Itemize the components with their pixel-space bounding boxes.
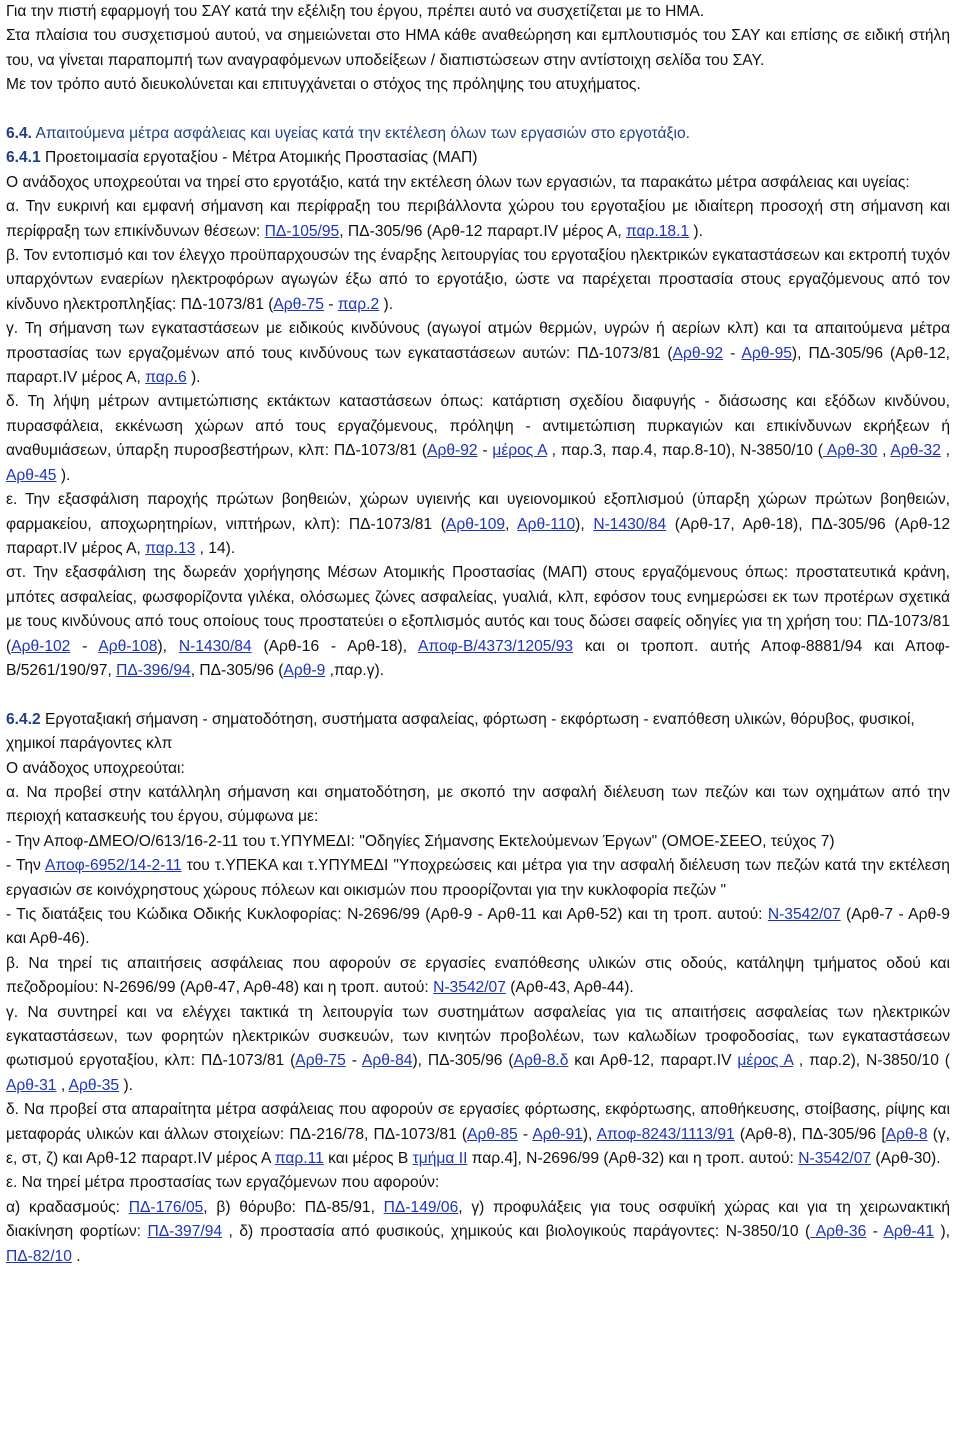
paragraph-contractor-obligation-2: Ο ανάδοχος υποχρεούται:	[6, 759, 185, 777]
link-arth-85[interactable]: Αρθ-85	[467, 1125, 518, 1143]
link-arth-35[interactable]: Αρθ-35	[68, 1076, 120, 1094]
item-e-factors: α) κραδασμούς: ΠΔ-176/05, β) θόρυβο: ΠΔ-85/91, ΠΔ-149/06, γ) προφυλάξεις για τους οσφυϊκή χώρας και για τη χειρωνακτική διακίνηση φορτίων: ΠΔ-397/94 , δ) προστασία από φυσικούς, χημικούς και βιολογικούς παράγοντες: Ν-3850/10 ( Αρθ-36 - Αρθ-41 ), ΠΔ-82/10 .	[6, 1198, 951, 1265]
item-e-first-aid: ε. Την εξασφάλιση παροχής πρώτων βοηθειών, χώρων υγιεινής και υγειονομικού εξοπλισμού (ύπαρξη χώρων πρώτων βοηθειών, φαρμακείου, αποχωρητηρίων, νιπτήρων, κλπ): ΠΔ-1073/81 (Αρθ-109, Αρθ-110), Ν-1430/84 (Αρθ-17, Αρθ-18), ΠΔ-305/96 (Αρθ-12 παραρτ.IV μέρος Α, παρ.13 , 14).	[6, 491, 950, 557]
link-n-3542-07[interactable]: Ν-3542/07	[798, 1150, 872, 1168]
link-arth-108[interactable]: Αρθ-108	[98, 637, 158, 655]
link-arth-84[interactable]: Αρθ-84	[361, 1052, 413, 1070]
link-arth-32[interactable]: Αρθ-32	[890, 442, 941, 460]
link-arth-75[interactable]: Αρθ-75	[273, 295, 324, 313]
spacer	[6, 683, 950, 707]
link-arth-31[interactable]: Αρθ-31	[6, 1076, 57, 1094]
link-n-3542-07[interactable]: Ν-3542/07	[767, 906, 841, 923]
link-pd-82-10[interactable]: ΠΔ-82/10	[6, 1247, 72, 1265]
paragraph-sync-hma: Για την πιστή εφαρμογή του ΣΑΥ κατά την εξέλιξη του έργου, πρέπει αυτό να συσχετίζεται με το ΗΜΑ.	[6, 3, 705, 20]
link-arth-30[interactable]: Αρθ-30	[822, 442, 878, 460]
link-n-1430-84[interactable]: Ν-1430/84	[178, 637, 252, 655]
paragraph-hma-revisions: Στα πλαίσια του συσχετισμού αυτού, να σημειώνεται στο ΗΜΑ κάθε αναθεώρηση και εμπλουτισμός του ΣΑΥ και επίσης σε ειδική στήλη του, να γίνεται παραπομπή των αναγραφόμενων υποδείξεων / διαπιστώσεων στην αντίστοιχη σελίδα του ΣΑΥ.	[6, 27, 950, 69]
link-par-2[interactable]: παρ.2	[337, 295, 380, 313]
link-par-11[interactable]: παρ.11	[274, 1150, 324, 1168]
link-par-13[interactable]: παρ.13	[145, 539, 196, 557]
link-arth-102[interactable]: Αρθ-102	[11, 637, 71, 655]
link-arth-110[interactable]: Αρθ-110	[517, 515, 576, 533]
item-a-site-marking: α. Την ευκρινή και εμφανή σήμανση και περίφραξη του περιβάλλοντα χώρου του εργοταξίου με ιδιαίτερη προσοχή στη σήμανση και περίφραξη των επικίνδυνων θέσεων: ΠΔ-105/95, ΠΔ-305/96 (Αρθ-12 παραρτ.IV μέρος Α, παρ.18.1 ).	[6, 198, 950, 240]
link-arth-95[interactable]: Αρθ-95	[741, 344, 792, 362]
link-pd-397-94[interactable]: ΠΔ-397/94	[147, 1223, 223, 1241]
link-arth-9[interactable]: Αρθ-9	[283, 661, 326, 679]
link-arth-8[interactable]: Αρθ-8	[885, 1125, 928, 1143]
item-st-ppe: στ. Την εξασφάλιση της δωρεάν χορήγησης Μέσων Ατομικής Προστασίας (ΜΑΠ) στους εργαζόμενους όπως: προστατευτικά κράνη, μπότες ασφαλείας, φωσφορίζοντα γιλέκα, ολόσωμες ζώνες ασφαλείας, γυαλιά, κλπ, εφόσον τους ενημερώσει εκ των προτέρων σχετικά με τους κινδύνους από τους οποίους τους προστατεύει ο εξοπλισμός αυτός και τους δώσει σαφείς οδηγίες για τη χρήση του: ΠΔ-1073/81 (Αρθ-102 - Αρθ-108), Ν-1430/84 (Αρθ-16 - Αρθ-18), Αποφ-Β/4373/1205/93 και οι τροποπ. αυτής Αποφ-8881/94 και Αποφ-Β/5261/190/97, ΠΔ-396/94, ΠΔ-305/96 (Αρθ-9 ,παρ.γ).	[6, 564, 951, 679]
heading-6-4-1: 6.4.1 Προετοιμασία εργοταξίου - Μέτρα Ατομικής Προστασίας (ΜΑΠ)	[6, 149, 478, 167]
item-a-signage: α. Να προβεί στην κατάλληλη σήμανση και σηματοδότηση, με σκοπό την ασφαλή διέλευση των πεζών και των οχημάτων από την περιοχή κατασκευής του έργου, σύμφωνα με:	[6, 783, 950, 826]
link-apof-8243-1113-91[interactable]: Αποφ-8243/1113/91	[596, 1125, 735, 1143]
link-arth-109[interactable]: Αρθ-109	[445, 515, 506, 533]
link-apof-6952-14-2-11[interactable]: Αποφ-6952/14-2-11	[45, 857, 182, 875]
link-meros-a[interactable]: μέρος Α	[737, 1052, 794, 1070]
link-n-1430-84[interactable]: Ν-1430/84	[593, 515, 667, 533]
item-b-electrical: β. Τον εντοπισμό και τον έλεγχο προϋπαρχουσών της έναρξης λειτουργίας του εργοταξίου ηλεκτρικών εγκαταστάσεων και εκτροπή τυχόν υπαρχόντων εναερίων ηλεκτροφόρων αγωγών έξω από το εργοτάξιο, ώστε να παρέχεται προστασία στους εργαζόμενους από τον κίνδυνο ηλεκτροπληξίας: ΠΔ-1073/81 (Αρθ-75 - παρ.2 ).	[6, 247, 950, 313]
link-pd-105-95[interactable]: ΠΔ-105/95	[264, 222, 340, 240]
link-pd-396-94[interactable]: ΠΔ-396/94	[116, 661, 191, 679]
item-d-emergency: δ. Τη λήψη μέτρων αντιμετώπισης εκτάκτων καταστάσεων όπως: κατάρτιση σχεδίου διαφυγής - διάσωσης και εξόδων κινδύνου, πυρασφάλεια, εκκένωση χώρων από τους εργαζόμενους, πρόληψη - αντιμετώπιση πυρκαγιών και επικίνδυνων εκρήξεων ή αναθυμιάσεων, ύπαρξη πυροσβεστήρων, κλπ: ΠΔ-1073/81 (Αρθ-92 - μέρος Α , παρ.3, παρ.4, παρ.8-10), Ν-3850/10 ( Αρθ-30 , Αρθ-32 , Αρθ-45 ).	[6, 393, 950, 484]
link-par-6[interactable]: παρ.6	[145, 369, 187, 387]
link-par-18-1[interactable]: παρ.18.1	[625, 222, 690, 240]
link-pd-176-05[interactable]: ΠΔ-176/05	[128, 1198, 204, 1216]
link-arth-92[interactable]: Αρθ-92	[427, 442, 478, 460]
heading-6-4: 6.4. Απαιτούμενα μέτρα ασφάλειας και υγείας κατά την εκτέλεση όλων των εργασιών στο εργοτάξιο.	[6, 125, 690, 143]
item-d-loading: δ. Να προβεί στα απαραίτητα μέτρα ασφάλειας που αφορούν σε εργασίες φόρτωσης, εκφόρτωσης, αποθήκευσης, στοίβασης, ρίψης και μεταφοράς υλικών και άλλων στοιχείων: ΠΔ-216/78, ΠΔ-1073/81 (Αρθ-85 - Αρθ-91), Αποφ-8243/1113/91 (Αρθ-8), ΠΔ-305/96 [Αρθ-8 (γ, ε, στ, ζ) και Αρθ-12 παραρτ.IV μέρος Α παρ.11 και μέρος Β τμήμα ΙΙ παρ.4], Ν-2696/99 (Αρθ-32) και η τροπ. αυτού: Ν-3542/07 (Αρθ-30).	[6, 1101, 951, 1168]
item-c-special-hazards: γ. Τη σήμανση των εγκαταστάσεων με ειδικούς κινδύνους (αγωγοί ατμών θερμών, υγρών ή αερίων κλπ) και τα απαιτούμενα μέτρα προστασίας των εργαζομένων από τους κινδύνους των εγκαταστάσεων αυτών: ΠΔ-1073/81 (Αρθ-92 - Αρθ-95), ΠΔ-305/96 (Αρθ-12, παραρτ.IV μέρος Α, παρ.6 ).	[6, 320, 951, 387]
link-arth-36[interactable]: Αρθ-36	[810, 1223, 867, 1241]
link-pd-149-06[interactable]: ΠΔ-149/06	[383, 1198, 459, 1216]
paragraph-prevention-goal: Με τον τρόπο αυτό διευκολύνεται και επιτυγχάνεται ο στόχος της πρόληψης του ατυχήματος.	[6, 76, 641, 94]
link-arth-75[interactable]: Αρθ-75	[295, 1052, 346, 1070]
paragraph-contractor-obligation: Ο ανάδοχος υποχρεούται να τηρεί στο εργοτάξιο, κατά την εκτέλεση όλων των εργασιών, τα παρακάτω μέτρα ασφάλειας και υγείας:	[6, 173, 910, 191]
spacer	[6, 98, 950, 122]
link-arth-91[interactable]: Αρθ-91	[532, 1125, 583, 1143]
link-n-3542-07[interactable]: Ν-3542/07	[433, 979, 506, 997]
link-arth-41[interactable]: Αρθ-41	[883, 1223, 935, 1241]
item-b-material-placement: β. Να τηρεί τις απαιτήσεις ασφάλειας που αφορούν σε εργασίες εναπόθεσης υλικών στις οδούς, κατάληψη τμήματος οδού και πεζοδρομίου: Ν-2696/99 (Αρθ-47, Αρθ-48) και η τροπ. αυτού: Ν-3542/07 (Αρθ-43, Αρθ-44).	[6, 954, 950, 997]
link-meros-a[interactable]: μέρος Α	[492, 442, 547, 460]
item-c-safety-systems: γ. Να συντηρεί και να ελέγχει τακτικά τη λειτουργία των συστημάτων ασφαλείας για τις απαιτήσεις ασφαλείας των ηλεκτρικών εγκαταστάσεων, των φορητών ηλεκτρικών συσκευών, των κινητών προβολέων, των καλωδίων τροφοδοσίας, των εγκαταστάσεων φωτισμού εργοταξίου, κλπ: ΠΔ-1073/81 (Αρθ-75 - Αρθ-84), ΠΔ-305/96 (Αρθ-8.δ και Αρθ-12, παραρτ.IV μέρος Α , παρ.2), Ν-3850/10 ( Αρθ-31 , Αρθ-35 ).	[6, 1003, 950, 1094]
item-e-worker-protection: ε. Να τηρεί μέτρα προστασίας των εργαζόμενων που αφορούν:	[6, 1174, 440, 1192]
link-tmima-ii[interactable]: τμήμα ΙΙ	[412, 1150, 468, 1168]
item-a-decision-6952: - Την Αποφ-6952/14-2-11 του τ.ΥΠΕΚΑ και τ.ΥΠΥΜΕΔΙ "Υποχρεώσεις και μέτρα για την ασφαλή διέλευση των πεζών κατά την εκτέλεση εργασιών σε κοινόχρηστους χώρους πόλεων και οικισμών που προορίζονται για την κυκλοφορία πεζών "	[6, 857, 950, 899]
item-a-traffic-code: - Τις διατάξεις του Κώδικα Οδικής Κυκλοφορίας: Ν-2696/99 (Αρθ-9 - Αρθ-11 και Αρθ-52) και τη τροπ. αυτού: Ν-3542/07 (Αρθ-7 - Αρθ-9 και Αρθ-46).	[6, 906, 950, 948]
link-arth-92[interactable]: Αρθ-92	[672, 344, 724, 362]
link-apof-b-4373-1205-93[interactable]: Αποφ-Β/4373/1205/93	[418, 637, 574, 655]
link-arth-45[interactable]: Αρθ-45	[6, 466, 57, 484]
link-arth-8-d[interactable]: Αρθ-8.δ	[513, 1052, 569, 1070]
item-a-decision-dmeo: - Την Αποφ-ΔΜΕΟ/Ο/613/16-2-11 του τ.ΥΠΥΜΕΔΙ: "Οδηγίες Σήμανσης Εκτελούμενων Έργων" (ΟΜΟΕ-ΣΕΕΟ, τεύχος 7)	[6, 832, 835, 850]
heading-6-4-2: 6.4.2 Εργοταξιακή σήμανση - σηματοδότηση, συστήματα ασφαλείας, φόρτωση - εκφόρτωση - εναπόθεση υλικών, θόρυβος, φυσικοί, χημικοί παράγοντες κλπ	[6, 710, 915, 753]
